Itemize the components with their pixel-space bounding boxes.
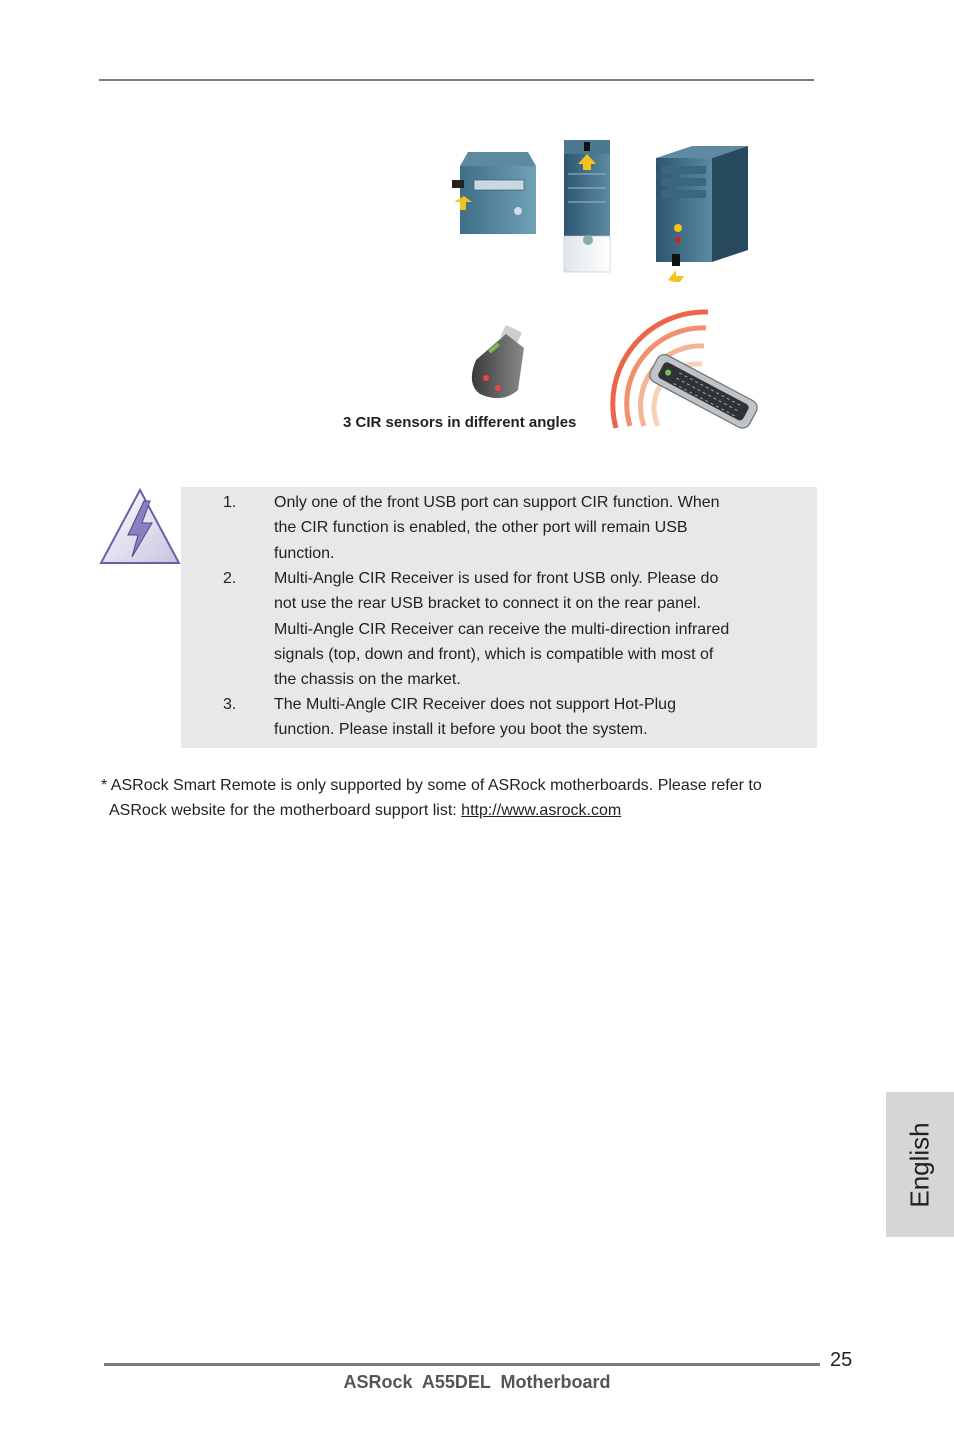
cir-receiver-icon	[472, 325, 524, 398]
note-text	[274, 490, 774, 566]
footnote	[101, 773, 821, 824]
note-text	[274, 566, 774, 692]
note-line: Multi-Angle CIR Receiver is used for front USB only. Please do	[274, 570, 719, 587]
note-line: Only one of the front USB port can support CIR function. When	[274, 494, 720, 511]
page-number: 25	[830, 1349, 853, 1371]
note-line: The Multi-Angle CIR Receiver does not support Hot-Plug	[274, 696, 676, 713]
note-text	[274, 692, 774, 743]
note-line: signals (top, down and front), which is compatible with most of	[274, 645, 714, 663]
note-line: not use the rear USB bracket to connect it on the rear panel.	[274, 595, 701, 613]
note-line: the CIR function is enabled, the other port will remain USB	[274, 519, 688, 537]
cir-sensor-figure	[440, 136, 760, 436]
remote-control-icon	[647, 352, 760, 431]
note-line: Multi-Angle CIR Receiver can receive the multi-direction infrared	[274, 620, 730, 638]
tower-top-sensor-icon	[564, 140, 610, 272]
note-line: the chassis on the market.	[274, 671, 461, 689]
note-number: 1.	[223, 494, 237, 511]
bottom-rule	[104, 1363, 820, 1366]
top-rule	[99, 79, 814, 81]
footer-title: ASRock A55DEL Motherboard	[343, 1372, 611, 1392]
note-line: function. Please install it before you boot the system.	[274, 721, 648, 739]
footnote-text: ASRock website for the motherboard support list:	[109, 802, 462, 820]
language-label: English	[904, 1121, 935, 1208]
footnote-line: * ASRock Smart Remote is only supported by some of ASRock motherboards. Please refer to	[101, 777, 762, 794]
note-number: 2.	[223, 570, 237, 587]
figure-caption: 3 CIR sensors in different angles	[343, 414, 577, 431]
asrock-website-link[interactable]: http://www.asrock.com	[461, 802, 622, 820]
note-line: function.	[274, 544, 335, 562]
note-box	[181, 487, 817, 748]
case-front-sensor-icon	[452, 152, 536, 234]
warning-lightning-icon	[98, 487, 182, 567]
language-tab	[886, 1092, 954, 1237]
footnote-line	[101, 798, 821, 823]
tower-bottom-sensor-icon	[656, 146, 748, 282]
note-number: 3.	[223, 696, 237, 713]
